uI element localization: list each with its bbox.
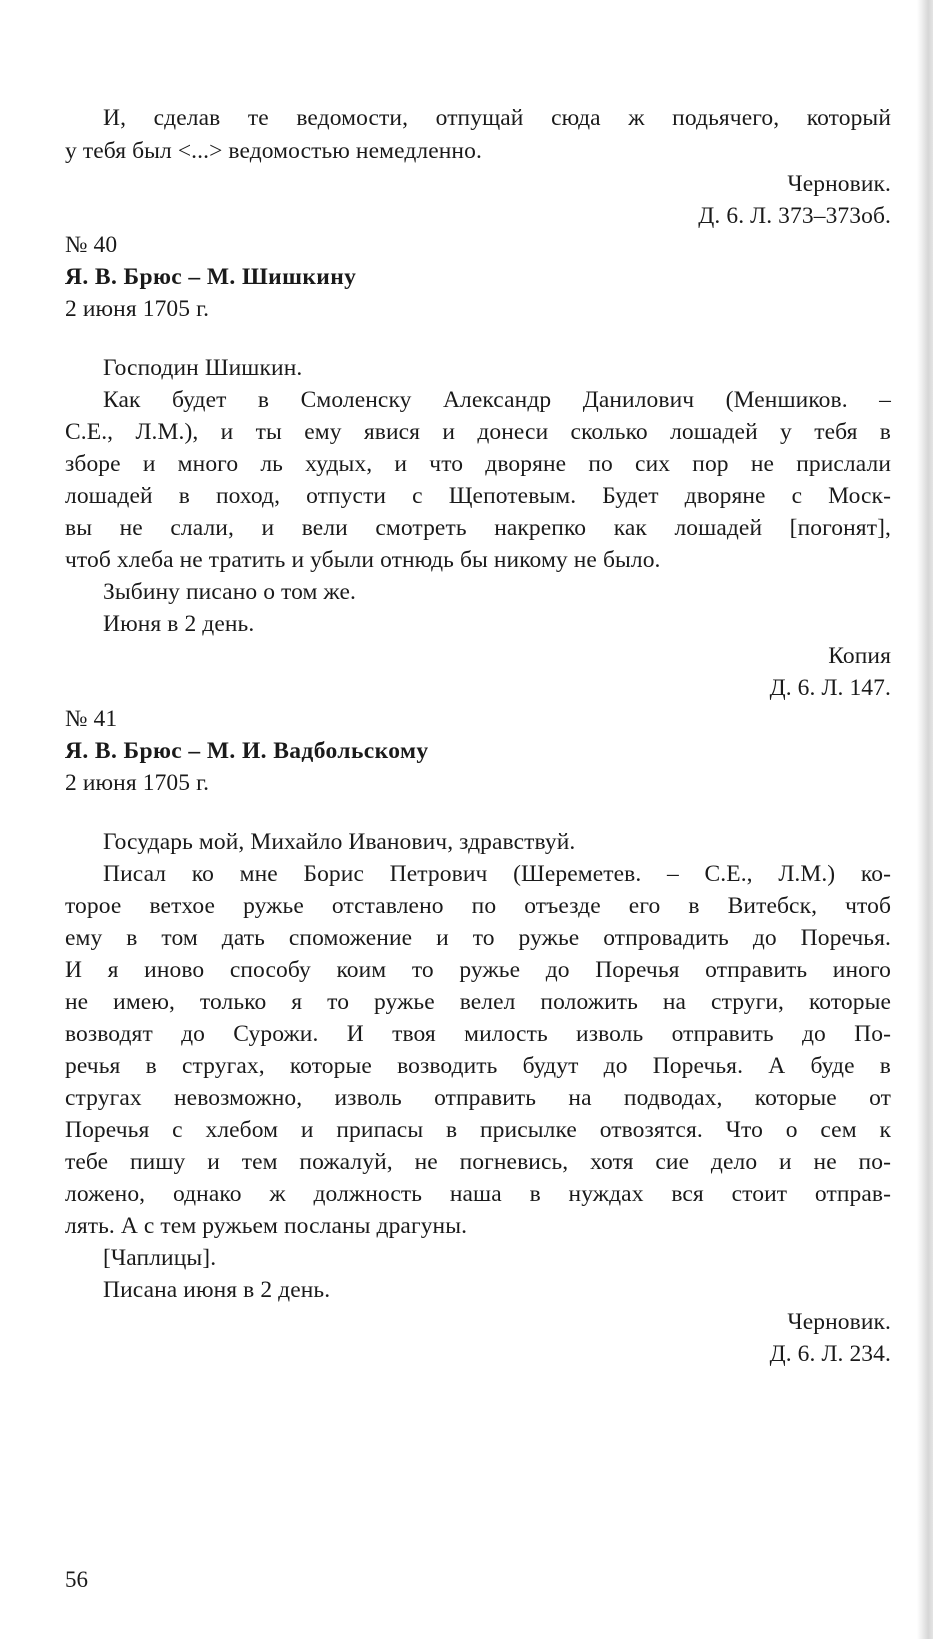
intro-line-2: у тебя был <...> ведомостью немедленно. bbox=[65, 138, 482, 164]
doc41-body-line: стругах невозможно, изволь отправить на подводах, которые от bbox=[65, 1085, 891, 1111]
page-number: 56 bbox=[65, 1567, 88, 1592]
doc41-body-line: лять. А с тем ружьем посланы драгуны. bbox=[65, 1213, 468, 1239]
doc41-body-line: тебе пишу и тем пожалуй, не погневись, хотя сие дело и не по- bbox=[65, 1149, 891, 1175]
doc41-after-line: Писана июня в 2 день. bbox=[103, 1277, 331, 1303]
doc40-date: 2 июня 1705 г. bbox=[65, 296, 210, 322]
doc41-body-line: Писал ко мне Борис Петрович (Шереметев. – С.Е., Л.М.) ко- bbox=[103, 861, 891, 887]
doc40-after-line: Зыбину писано о том же. bbox=[103, 579, 356, 605]
doc41-greeting: Государь мой, Михайло Иванович, здравствуй. bbox=[103, 829, 576, 855]
doc40-body-line: С.Е., Л.М.), и ты ему явися и донеси сколько лошадей у тебя в bbox=[65, 419, 891, 445]
doc41-body-line: ему в том дать споможение и то ружье отпровадить до Поречья. bbox=[65, 925, 891, 951]
doc41-number: № 41 bbox=[65, 706, 118, 732]
doc40-body-line: Как будет в Смоленску Александр Данилович (Меншиков. – bbox=[103, 387, 891, 413]
intro-source-type: Черновик. bbox=[787, 171, 891, 197]
doc41-body-line: речья в стругах, которые возводить будут до Поречья. А буде в bbox=[65, 1053, 891, 1079]
doc40-title: Я. В. Брюс – М. Шишкину bbox=[65, 264, 357, 290]
book-page bbox=[65, 0, 891, 1639]
doc40-source-type: Копия bbox=[828, 643, 891, 669]
doc40-body-line: лошадей в поход, отпусти с Щепотевым. Будет дворяне с Моск- bbox=[65, 483, 891, 509]
doc40-archive-reference: Д. 6. Л. 147. bbox=[769, 675, 891, 701]
doc41-after-line: [Чаплицы]. bbox=[103, 1245, 217, 1271]
intro-archive-reference: Д. 6. Л. 373–373об. bbox=[698, 203, 891, 229]
doc41-body-line: Поречья с хлебом и припасы в присылке отвозятся. Что о сем к bbox=[65, 1117, 891, 1143]
doc41-title: Я. В. Брюс – М. И. Вадбольскому bbox=[65, 738, 429, 764]
doc40-body-line: зборе и много ль худых, и что дворяне по сих пор не прислали bbox=[65, 451, 891, 477]
doc41-date: 2 июня 1705 г. bbox=[65, 770, 210, 796]
doc41-body-line: торое ветхое ружье отставлено по отъезде его в Витебск, чтоб bbox=[65, 893, 891, 919]
doc41-body-line: не имею, только я то ружье велел положить на струги, которые bbox=[65, 989, 891, 1015]
doc40-after-line: Июня в 2 день. bbox=[103, 611, 255, 637]
doc40-number: № 40 bbox=[65, 232, 118, 258]
doc41-body-line: ложено, однако ж должность наша в нуждах вся стоит отправ- bbox=[65, 1181, 891, 1207]
doc40-greeting: Господин Шишкин. bbox=[103, 355, 303, 381]
scan-page-edge bbox=[917, 0, 933, 1639]
doc41-body-line: возводят до Сурожи. И твоя милость изволь отправить до По- bbox=[65, 1021, 891, 1047]
intro-line-1: И, сделав те ведомости, отпущай сюда ж подьячего, который bbox=[103, 105, 891, 131]
doc41-source-type: Черновик. bbox=[787, 1309, 891, 1335]
doc41-body-line: И я иново способу коим то ружье до Поречья отправить иного bbox=[65, 957, 891, 983]
doc41-archive-reference: Д. 6. Л. 234. bbox=[769, 1341, 891, 1367]
doc40-body-line: вы не слали, и вели смотреть накрепко как лошадей [погонят], bbox=[65, 515, 891, 541]
doc40-body-line: чтоб хлеба не тратить и убыли отнюдь бы никому не было. bbox=[65, 547, 661, 573]
